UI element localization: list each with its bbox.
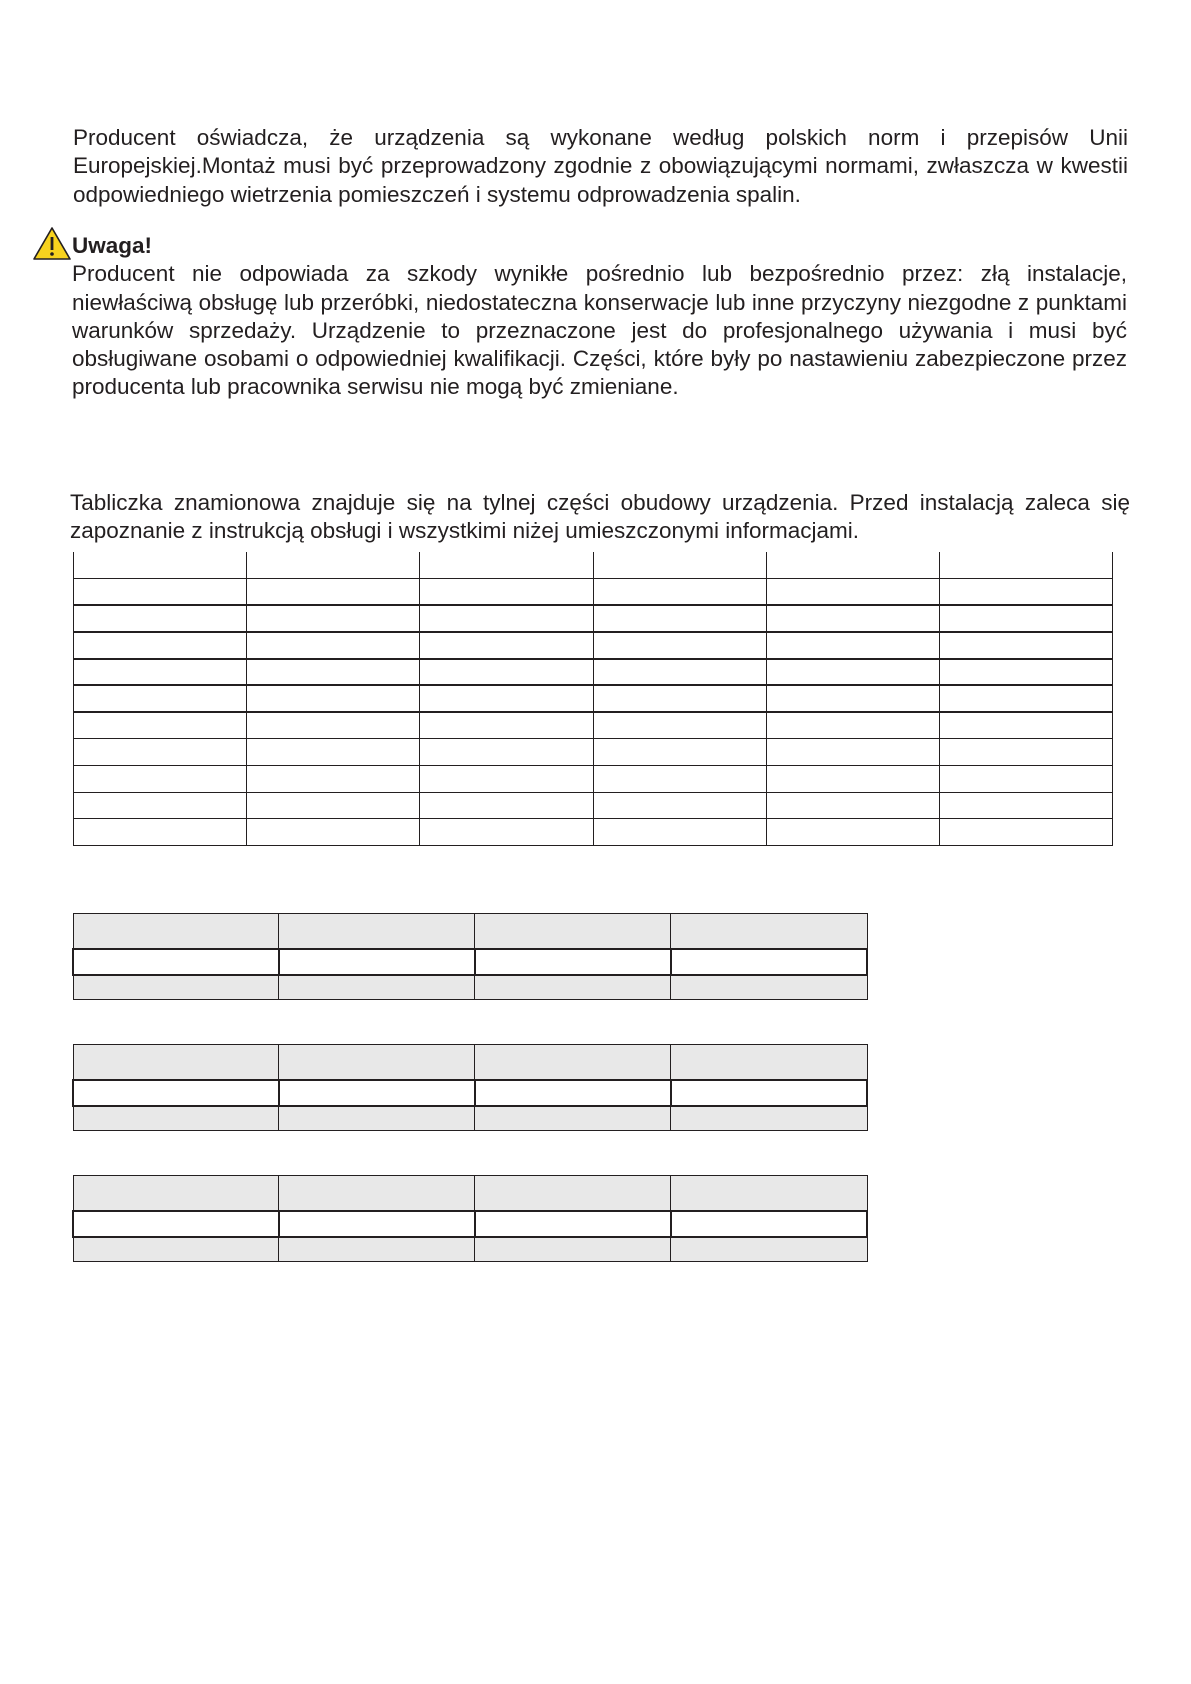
table-cell: [671, 1211, 867, 1237]
warning-section: [72, 232, 1127, 402]
table-cell: [671, 914, 867, 949]
table-cell: [420, 685, 593, 712]
table-cell: [74, 819, 247, 846]
table-cell: [939, 819, 1112, 846]
table-cell: [671, 1237, 867, 1262]
table-cell: [939, 685, 1112, 712]
table-cell: [279, 914, 475, 949]
table-row: [74, 552, 1113, 579]
table-cell: [475, 975, 671, 1000]
table-cell: [939, 605, 1112, 632]
table-cell: [279, 1237, 475, 1262]
table-row: [74, 819, 1113, 846]
table-cell: [766, 579, 939, 606]
warning-paragraph: Producent nie odpowiada za szkody wynikłe pośrednio lub bezpośrednio przez: złą instalacje, niewłaściwą obsługę lub przeróbki, niedostateczna konserwacje lub inne przyczyny niezgodne z punktami warunków sprzedaży. Urządzenie to przeznaczone jest do profesjonalnego używania i musi być obsługiwane osobami o odpowiedniej kwalifikacji. Części, które były po nastawieniu zabezpieczone przez producenta lub pracownika serwisu nie mogą być zmieniane.: [72, 261, 1127, 400]
table-cell: [279, 1211, 475, 1237]
table-cell: [247, 632, 420, 659]
table-cell: [73, 1211, 279, 1237]
table-cell: [939, 552, 1112, 579]
table-cell: [247, 766, 420, 793]
table-cell: [766, 739, 939, 766]
table-row: [73, 1211, 867, 1237]
table-row: [74, 739, 1113, 766]
table-cell: [420, 792, 593, 819]
table-row: [74, 605, 1113, 632]
table-cell: [766, 659, 939, 686]
table-cell: [420, 659, 593, 686]
table-cell: [74, 685, 247, 712]
table-cell: [247, 712, 420, 739]
table-cell: [247, 579, 420, 606]
table-cell: [766, 552, 939, 579]
table-cell: [74, 605, 247, 632]
table-row: [73, 914, 867, 949]
table-cell: [74, 712, 247, 739]
table-cell: [279, 949, 475, 975]
table-cell: [475, 1106, 671, 1131]
table-cell: [475, 1080, 671, 1106]
specification-table: [73, 552, 1113, 846]
table-row: [74, 632, 1113, 659]
table-cell: [671, 1045, 867, 1080]
table-row: [73, 1237, 867, 1262]
table-row: [74, 712, 1113, 739]
table-row: [73, 1176, 867, 1211]
table-cell: [593, 605, 766, 632]
table-cell: [74, 659, 247, 686]
table-row: [73, 1080, 867, 1106]
table-cell: [593, 819, 766, 846]
table-cell: [420, 819, 593, 846]
table-cell: [73, 1176, 279, 1211]
table-cell: [475, 1211, 671, 1237]
table-cell: [73, 975, 279, 1000]
table-cell: [766, 605, 939, 632]
table-row: [74, 766, 1113, 793]
table-cell: [73, 914, 279, 949]
small-table-2: [72, 1044, 868, 1131]
table-cell: [247, 659, 420, 686]
table-cell: [593, 552, 766, 579]
table-cell: [593, 712, 766, 739]
table-cell: [74, 766, 247, 793]
table-cell: [939, 712, 1112, 739]
table-cell: [247, 605, 420, 632]
table-row: [73, 1106, 867, 1131]
warning-title: Uwaga!: [72, 233, 153, 258]
table-cell: [939, 739, 1112, 766]
table-row: [73, 949, 867, 975]
table-cell: [73, 1237, 279, 1262]
table-cell: [939, 579, 1112, 606]
table-cell: [420, 712, 593, 739]
table-row: [74, 685, 1113, 712]
table-cell: [420, 632, 593, 659]
table-cell: [73, 1106, 279, 1131]
table-cell: [247, 739, 420, 766]
table-cell: [247, 552, 420, 579]
table-cell: [593, 659, 766, 686]
table-cell: [475, 1045, 671, 1080]
table-cell: [671, 975, 867, 1000]
intro-paragraph: Producent oświadcza, że urządzenia są wykonane według polskich norm i przepisów Unii Europejskiej.Montaż musi być przeprowadzony zgodnie z obowiązującymi normami, zwłaszcza w kwestii odpowiedniego wietrzenia pomieszczeń i systemu odprowadzenia spalin.: [73, 125, 1128, 207]
table-cell: [475, 949, 671, 975]
table-cell: [671, 1080, 867, 1106]
table-cell: [279, 1080, 475, 1106]
small-table-3: [72, 1175, 868, 1262]
table-cell: [671, 949, 867, 975]
warning-triangle-icon: [32, 226, 72, 262]
table-cell: [671, 1106, 867, 1131]
table-row: [73, 1045, 867, 1080]
table-cell: [593, 792, 766, 819]
table-row: [74, 659, 1113, 686]
table-cell: [74, 579, 247, 606]
table-cell: [671, 1176, 867, 1211]
table-cell: [766, 792, 939, 819]
table-cell: [73, 949, 279, 975]
table-cell: [766, 766, 939, 793]
table-cell: [279, 975, 475, 1000]
table-cell: [420, 552, 593, 579]
table-cell: [279, 1176, 475, 1211]
nameplate-paragraph: Tabliczka znamionowa znajduje się na tylnej części obudowy urządzenia. Przed instalacją zaleca się zapoznanie z instrukcją obsługi i wszystkimi niżej umieszczonymi informacjami.: [70, 490, 1130, 544]
table-row: [74, 579, 1113, 606]
table-cell: [73, 1080, 279, 1106]
table-cell: [420, 739, 593, 766]
table-cell: [939, 659, 1112, 686]
table-cell: [247, 792, 420, 819]
table-cell: [593, 579, 766, 606]
table-cell: [74, 792, 247, 819]
table-cell: [73, 1045, 279, 1080]
table-row: [74, 792, 1113, 819]
table-cell: [593, 739, 766, 766]
table-cell: [420, 766, 593, 793]
table-cell: [74, 552, 247, 579]
table-cell: [247, 685, 420, 712]
table-cell: [74, 632, 247, 659]
table-cell: [939, 792, 1112, 819]
table-cell: [74, 739, 247, 766]
table-cell: [475, 1237, 671, 1262]
small-table-1: [72, 913, 868, 1000]
table-row: [73, 975, 867, 1000]
table-cell: [939, 632, 1112, 659]
table-cell: [475, 914, 671, 949]
table-cell: [939, 766, 1112, 793]
table-cell: [279, 1106, 475, 1131]
table-cell: [593, 766, 766, 793]
table-cell: [766, 712, 939, 739]
table-cell: [593, 685, 766, 712]
table-cell: [593, 632, 766, 659]
table-cell: [420, 579, 593, 606]
table-cell: [766, 819, 939, 846]
table-cell: [247, 819, 420, 846]
table-cell: [475, 1176, 671, 1211]
table-cell: [766, 685, 939, 712]
table-cell: [279, 1045, 475, 1080]
table-cell: [766, 632, 939, 659]
table-cell: [420, 605, 593, 632]
